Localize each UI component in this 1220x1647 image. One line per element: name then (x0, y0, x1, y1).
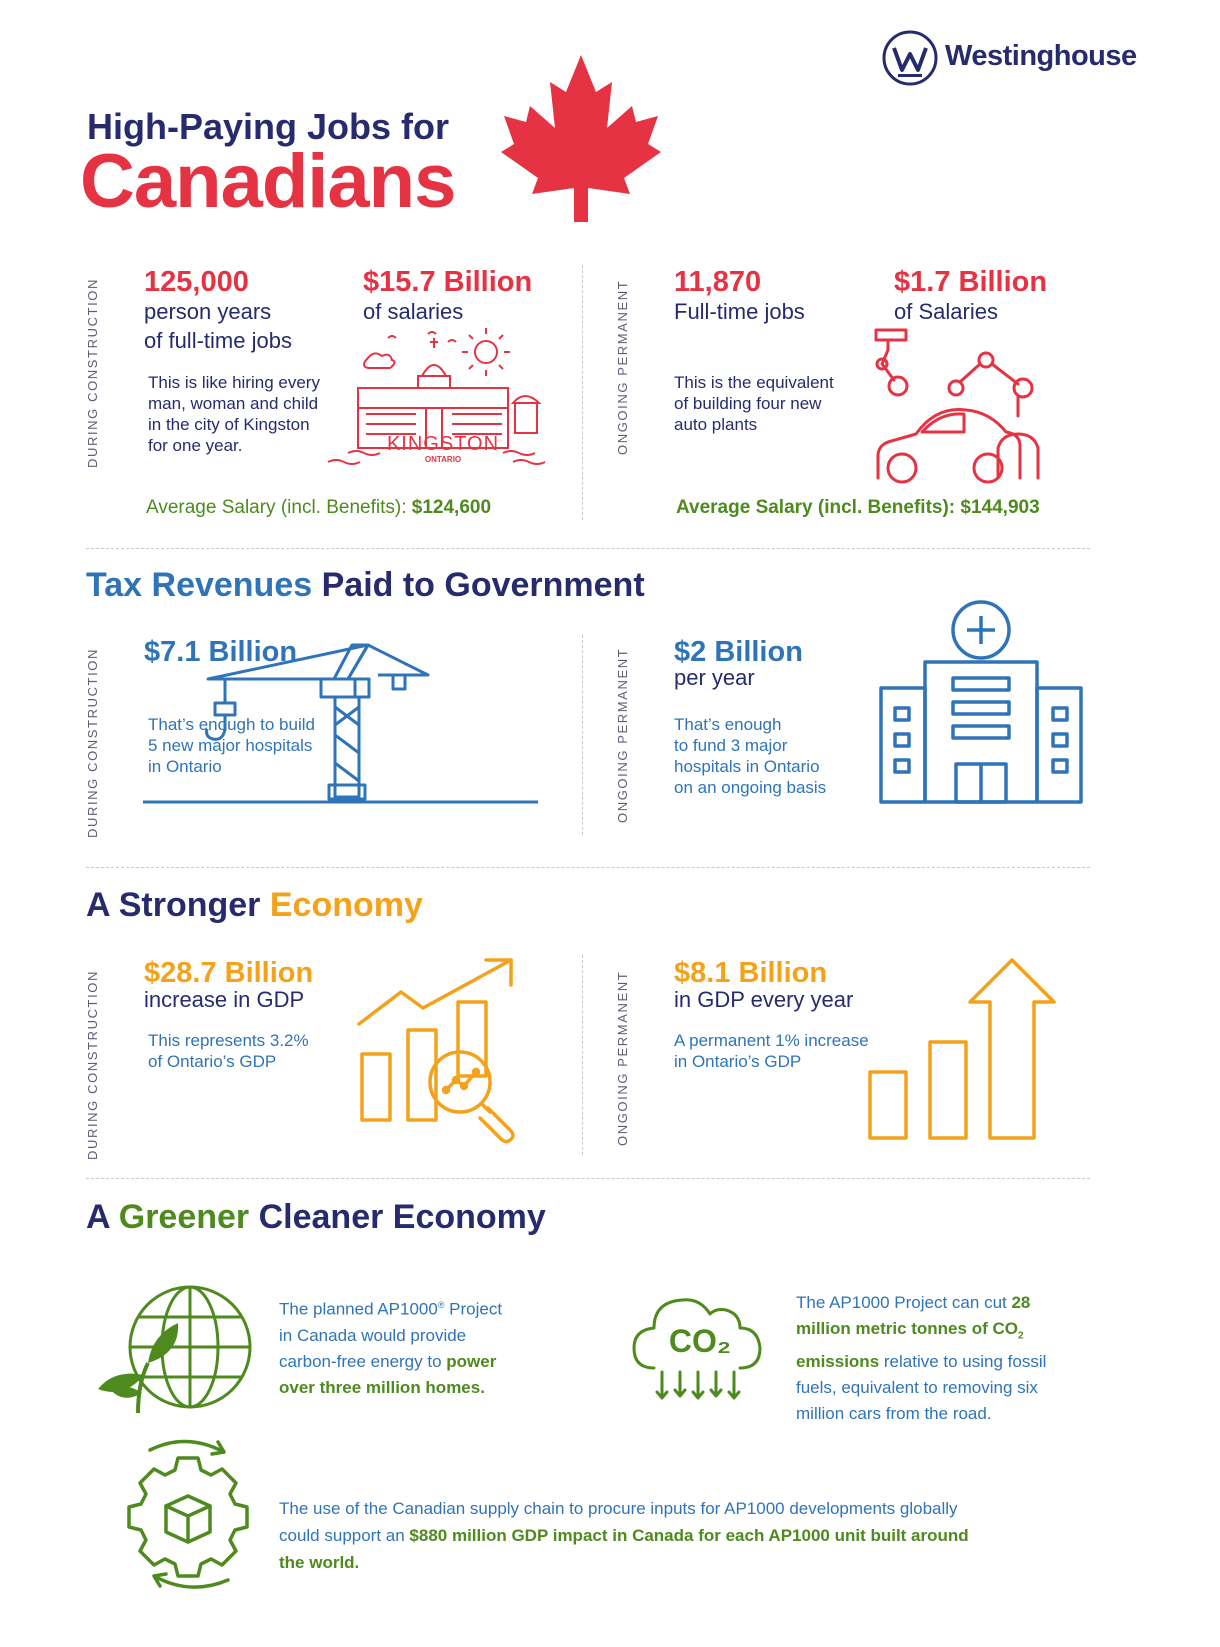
bold-fragment: power (446, 1351, 497, 1371)
green-item2-line4: fuels, equivalent to removing six (796, 1378, 1038, 1398)
tax-title-b: Paid to Government (312, 566, 645, 604)
economy-during-desc (148, 1030, 309, 1072)
kingston-city-hall-icon (318, 328, 568, 478)
supply-chain-gear-icon (120, 1440, 256, 1588)
green-item2-line2 (796, 1316, 1046, 1349)
salary-label: Average Salary (incl. Benefits): (146, 497, 412, 518)
co2-cloud-icon (632, 1290, 762, 1405)
divider-2 (86, 867, 1090, 868)
tax-ongoing-desc (674, 714, 826, 798)
desc-line: man, woman and child (148, 394, 319, 413)
desc-line: 5 new major hospitals (148, 736, 313, 755)
text-fragment: The AP1000 Project can cut (796, 1293, 1012, 1312)
green-item1-line4: over three million homes. (279, 1377, 485, 1397)
desc-line: This represents 3.2% (148, 1031, 309, 1050)
label-during-economy: DURING CONSTRUCTION (85, 969, 100, 1160)
co2-icon-text: CO₂ (668, 1323, 732, 1359)
green-item3-line1: The use of the Canadian supply chain to procure inputs for AP1000 developments globally (279, 1499, 958, 1518)
westinghouse-logo-icon (882, 30, 938, 86)
label-ongoing-economy: ONGOING PERMANENT (615, 970, 630, 1146)
salary-label: Average Salary (incl. Benefits): (676, 497, 961, 518)
bold-fragment: $880 million GDP impact in Canada for each AP1000 unit built around (409, 1526, 969, 1545)
jobs-during-stat1-l1: person years (144, 299, 272, 324)
tax-title (86, 566, 645, 605)
desc-line: auto plants (674, 415, 758, 434)
label-during-jobs: DURING CONSTRUCTION (85, 277, 100, 468)
economy-ongoing-sub: in GDP every year (674, 987, 854, 1012)
green-item1-line3 (279, 1349, 502, 1375)
text-fragment: The planned AP1000 (279, 1299, 438, 1319)
jobs-during-stat2-l1: of salaries (363, 299, 464, 324)
green-item1-line2: in Canada would provide (279, 1325, 467, 1345)
jobs-during-salary (146, 497, 491, 519)
divider-economy (582, 955, 583, 1155)
subscript-2: 2 (1017, 1330, 1024, 1342)
green-item3-text (279, 1495, 969, 1576)
title-line2: Canadians (80, 139, 456, 224)
construction-crane-icon (143, 635, 538, 805)
tax-ongoing-sub: per year (674, 665, 755, 690)
salary-value: $144,903 (960, 497, 1040, 518)
robot-car-assembly-icon (868, 328, 1068, 483)
green-title-a: A (86, 1198, 119, 1236)
desc-line: This is the equivalent (674, 373, 834, 392)
desc-line: A permanent 1% increase (674, 1031, 869, 1050)
bold-fragment: 28 (1011, 1293, 1031, 1312)
desc-line: of building four new (674, 394, 822, 413)
desc-line: in Ontario’s GDP (674, 1052, 802, 1071)
hospital-icon (878, 600, 1088, 810)
jobs-ongoing-desc (674, 372, 834, 435)
text-fragment: carbon-free energy to (279, 1351, 447, 1371)
desc-line: on an ongoing basis (674, 778, 827, 797)
jobs-ongoing-stat1: 11,870 (674, 266, 762, 298)
bold-fragment: million metric tonnes of CO (796, 1319, 1018, 1338)
growth-chart-magnifier-icon (356, 956, 528, 1146)
title-line1: High-Paying Jobs for (87, 106, 450, 147)
jobs-during-desc (148, 372, 320, 456)
text-fragment: could support an (279, 1526, 410, 1545)
green-title-c: Cleaner Economy (249, 1198, 546, 1236)
salary-value: $124,600 (411, 497, 492, 518)
divider-1 (86, 548, 1090, 549)
jobs-during-stat1: 125,000 (144, 266, 249, 298)
green-title (86, 1198, 546, 1237)
tax-during-value: $7.1 Billion (144, 636, 298, 668)
desc-line: That’s enough (674, 715, 782, 734)
text-fragment: relative to using fossil (879, 1352, 1047, 1372)
label-ongoing-jobs: ONGOING PERMANENT (615, 279, 630, 455)
jobs-ongoing-stat2: $1.7 Billion (894, 266, 1048, 298)
green-item1-text (279, 1292, 502, 1401)
green-item1-line1 (279, 1292, 502, 1323)
desc-line: hospitals in Ontario (674, 757, 820, 776)
jobs-during-stat1-l2: of full-time jobs (144, 328, 292, 353)
registered-mark: ® (437, 1300, 445, 1310)
jobs-ongoing-salary (676, 497, 1040, 519)
green-item2-line5: million cars from the road. (796, 1404, 992, 1424)
green-item2-text (796, 1290, 1046, 1427)
tax-ongoing-value: $2 Billion (674, 636, 803, 668)
jobs-ongoing-stat1-l1: Full-time jobs (674, 299, 805, 324)
desc-line: to fund 3 major (674, 736, 788, 755)
text-fragment: Project (444, 1299, 503, 1319)
green-item3-line2 (279, 1522, 969, 1549)
economy-title-b: Economy (269, 886, 423, 924)
maple-leaf-icon (496, 50, 666, 225)
desc-line: for one year. (148, 436, 243, 455)
economy-during-value: $28.7 Billion (144, 957, 314, 989)
ontario-text: ONTARIO (424, 455, 462, 464)
bold-fragment: emissions (796, 1352, 880, 1372)
economy-during-sub: increase in GDP (144, 987, 305, 1012)
divider-3 (86, 1178, 1090, 1179)
economy-title (86, 886, 423, 925)
brand-name: Westinghouse (945, 40, 1137, 72)
desc-line: in Ontario (148, 757, 222, 776)
tax-title-a: Tax Revenues (86, 566, 313, 604)
economy-title-a: A Stronger (86, 886, 270, 924)
desc-line: This is like hiring every (148, 373, 320, 392)
growth-arrow-bars-icon (866, 958, 1056, 1142)
green-item3-line3: the world. (279, 1553, 360, 1572)
divider-tax (582, 635, 583, 835)
label-during-tax: DURING CONSTRUCTION (85, 647, 100, 838)
label-ongoing-tax: ONGOING PERMANENT (615, 647, 630, 823)
green-title-b: Greener (118, 1198, 250, 1236)
desc-line: That’s enough to build (148, 715, 315, 734)
economy-ongoing-value: $8.1 Billion (674, 957, 828, 989)
desc-line: of Ontario’s GDP (148, 1052, 277, 1071)
divider-jobs (582, 265, 583, 520)
green-item2-line1 (796, 1290, 1046, 1316)
globe-leaf-icon (94, 1283, 254, 1418)
desc-line: in the city of Kingston (148, 415, 310, 434)
economy-ongoing-desc (674, 1030, 869, 1072)
jobs-during-stat2: $15.7 Billion (363, 266, 533, 298)
green-item2-line3 (796, 1349, 1046, 1375)
jobs-ongoing-stat2-l1: of Salaries (894, 299, 998, 324)
westinghouse-logo (882, 30, 1137, 86)
kingston-text: KINGSTON (386, 433, 500, 455)
